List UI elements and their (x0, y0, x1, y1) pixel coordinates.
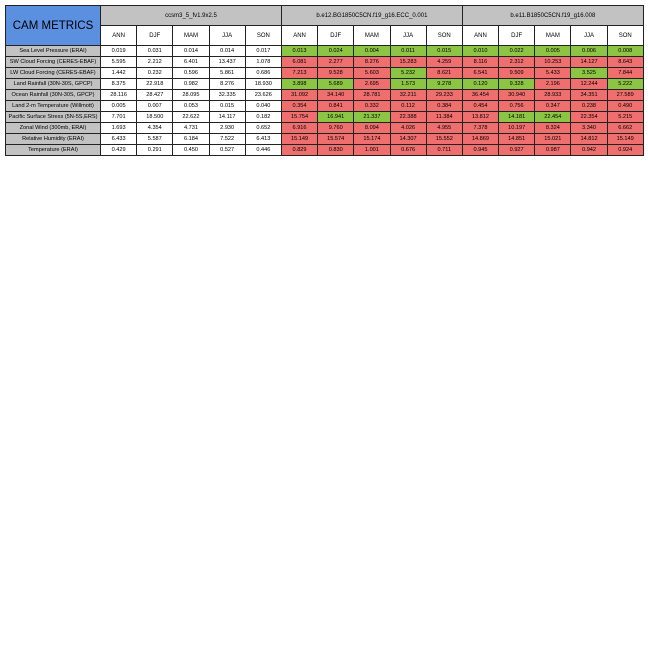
metric-value-cell: 2.312 (499, 57, 535, 68)
metric-value-cell: 0.031 (137, 46, 173, 57)
season-header: JJA (209, 26, 245, 46)
season-header: DJF (318, 26, 354, 46)
metric-value-cell: 5.603 (354, 68, 390, 79)
metric-value-cell: 2.277 (318, 57, 354, 68)
metric-value-cell: 0.384 (426, 101, 462, 112)
season-header: ANN (101, 26, 137, 46)
metric-value-cell: 28.427 (137, 90, 173, 101)
case-header: b.e11.B1850C5CN.f19_g16.008 (462, 6, 643, 26)
season-header-row (6, 26, 644, 46)
metric-value-cell: 0.652 (245, 123, 281, 134)
metric-value-cell: 15.149 (607, 134, 643, 145)
metric-value-cell: 14.869 (462, 134, 498, 145)
metric-value-cell: 4.259 (426, 57, 462, 68)
season-header: MAM (354, 26, 390, 46)
table-row (6, 123, 644, 134)
metric-value-cell: 0.011 (390, 46, 426, 57)
metric-value-cell: 5.689 (318, 79, 354, 90)
season-header: SON (426, 26, 462, 46)
metric-value-cell: 0.120 (462, 79, 498, 90)
metric-value-cell: 6.662 (607, 123, 643, 134)
metric-value-cell: 5.222 (607, 79, 643, 90)
metric-value-cell: 7.522 (209, 134, 245, 145)
metric-value-cell: 8.324 (535, 123, 571, 134)
metric-value-cell: 22.354 (571, 112, 607, 123)
metric-value-cell: 8.375 (101, 79, 137, 90)
metric-value-cell: 14.117 (209, 112, 245, 123)
metric-value-cell: 5.433 (535, 68, 571, 79)
metric-value-cell: 2.212 (137, 57, 173, 68)
metric-value-cell: 0.942 (571, 145, 607, 156)
table-row (6, 79, 644, 90)
table-row (6, 134, 644, 145)
metric-value-cell: 0.024 (318, 46, 354, 57)
metric-value-cell: 0.454 (462, 101, 498, 112)
metric-value-cell: 22.622 (173, 112, 209, 123)
metric-value-cell: 2.695 (354, 79, 390, 90)
season-header: JJA (390, 26, 426, 46)
metric-value-cell: 0.830 (318, 145, 354, 156)
season-header: JJA (571, 26, 607, 46)
metric-value-cell: 0.829 (281, 145, 317, 156)
metric-value-cell: 0.015 (209, 101, 245, 112)
metric-value-cell: 14.812 (571, 134, 607, 145)
metric-value-cell: 8.276 (354, 57, 390, 68)
metric-value-cell: 1.693 (101, 123, 137, 134)
metric-value-cell: 0.013 (281, 46, 317, 57)
metric-value-cell: 8.094 (354, 123, 390, 134)
metric-value-cell: 0.756 (499, 101, 535, 112)
metric-value-cell: 36.454 (462, 90, 498, 101)
metric-value-cell: 13.437 (209, 57, 245, 68)
metric-value-cell: 0.676 (390, 145, 426, 156)
season-header: MAM (173, 26, 209, 46)
case-header-row (6, 6, 644, 26)
metric-value-cell: 30.940 (499, 90, 535, 101)
metric-value-cell: 0.238 (571, 101, 607, 112)
metric-value-cell: 0.711 (426, 145, 462, 156)
table-row (6, 57, 644, 68)
metric-value-cell: 5.595 (101, 57, 137, 68)
season-header: ANN (462, 26, 498, 46)
metric-value-cell: 0.005 (535, 46, 571, 57)
metric-value-cell: 34.351 (571, 90, 607, 101)
metric-value-cell: 28.116 (101, 90, 137, 101)
metric-value-cell: 6.401 (173, 57, 209, 68)
metric-value-cell: 0.987 (535, 145, 571, 156)
metric-value-cell: 13.812 (462, 112, 498, 123)
metric-value-cell: 1.573 (390, 79, 426, 90)
metric-value-cell: 0.022 (499, 46, 535, 57)
metric-value-cell: 27.589 (607, 90, 643, 101)
variable-label: Sea Level Pressure (ERAI) (6, 46, 101, 57)
metric-value-cell: 5.861 (209, 68, 245, 79)
metric-value-cell: 7.378 (462, 123, 498, 134)
metric-value-cell: 9.528 (318, 68, 354, 79)
metric-value-cell: 0.347 (535, 101, 571, 112)
metric-value-cell: 18.500 (137, 112, 173, 123)
table-row (6, 46, 644, 57)
season-header: DJF (499, 26, 535, 46)
metric-value-cell: 34.140 (318, 90, 354, 101)
metric-value-cell: 15.174 (354, 134, 390, 145)
metric-value-cell: 28.933 (535, 90, 571, 101)
variable-label: Temperature (ERAI) (6, 145, 101, 156)
metric-value-cell: 3.340 (571, 123, 607, 134)
metric-value-cell: 0.490 (607, 101, 643, 112)
table-row (6, 101, 644, 112)
variable-label: Ocean Rainfall (30N-30S, GPCP) (6, 90, 101, 101)
metric-value-cell: 0.014 (173, 46, 209, 57)
metric-value-cell: 15.754 (281, 112, 317, 123)
metric-value-cell: 9.328 (499, 79, 535, 90)
metric-value-cell: 0.841 (318, 101, 354, 112)
table-title: CAM METRICS (6, 6, 101, 46)
metric-value-cell: 0.527 (209, 145, 245, 156)
cam-metrics-table (5, 5, 644, 156)
metric-value-cell: 14.127 (571, 57, 607, 68)
metric-value-cell: 6.541 (462, 68, 498, 79)
metric-value-cell: 10.253 (535, 57, 571, 68)
metric-value-cell: 3.898 (281, 79, 317, 90)
metric-value-cell: 6.916 (281, 123, 317, 134)
metric-value-cell: 0.332 (354, 101, 390, 112)
metric-value-cell: 15.021 (535, 134, 571, 145)
metric-value-cell: 28.781 (354, 90, 390, 101)
metric-value-cell: 0.945 (462, 145, 498, 156)
variable-label: Relative Humidity (ERAI) (6, 134, 101, 145)
variable-label: Land 2-m Temperature (Willmott) (6, 101, 101, 112)
metric-value-cell: 14.307 (390, 134, 426, 145)
metric-value-cell: 0.112 (390, 101, 426, 112)
metric-value-cell: 22.388 (390, 112, 426, 123)
metric-value-cell: 0.291 (137, 145, 173, 156)
metric-value-cell: 0.429 (101, 145, 137, 156)
season-header: ANN (281, 26, 317, 46)
metric-value-cell: 1.078 (245, 57, 281, 68)
metric-value-cell: 0.008 (607, 46, 643, 57)
metric-value-cell: 5.587 (137, 134, 173, 145)
metric-value-cell: 6.184 (173, 134, 209, 145)
metric-value-cell: 32.335 (209, 90, 245, 101)
metric-value-cell: 0.015 (426, 46, 462, 57)
metric-value-cell: 4.955 (426, 123, 462, 134)
metric-value-cell: 14.181 (499, 112, 535, 123)
table-row (6, 112, 644, 123)
metric-value-cell: 2.196 (535, 79, 571, 90)
metric-value-cell: 1.001 (354, 145, 390, 156)
metric-value-cell: 15.552 (426, 134, 462, 145)
metric-value-cell: 4.731 (173, 123, 209, 134)
metric-value-cell: 2.930 (209, 123, 245, 134)
metric-value-cell: 18.930 (245, 79, 281, 90)
metric-value-cell: 0.927 (499, 145, 535, 156)
metric-value-cell: 0.007 (137, 101, 173, 112)
metric-value-cell: 6.413 (245, 134, 281, 145)
metric-value-cell: 5.232 (390, 68, 426, 79)
metric-value-cell: 31.092 (281, 90, 317, 101)
metric-value-cell: 0.596 (173, 68, 209, 79)
metric-value-cell: 0.053 (173, 101, 209, 112)
metric-value-cell: 0.019 (101, 46, 137, 57)
metrics-body (6, 46, 644, 156)
metric-value-cell: 0.446 (245, 145, 281, 156)
metric-value-cell: 0.686 (245, 68, 281, 79)
metric-value-cell: 32.211 (390, 90, 426, 101)
table-row (6, 90, 644, 101)
case-header: ccsm3_5_fv1.9x2.5 (101, 6, 282, 26)
metric-value-cell: 28.095 (173, 90, 209, 101)
season-header: DJF (137, 26, 173, 46)
metric-value-cell: 10.197 (499, 123, 535, 134)
table-row (6, 68, 644, 79)
metric-value-cell: 0.014 (209, 46, 245, 57)
metric-value-cell: 6.433 (101, 134, 137, 145)
metric-value-cell: 23.626 (245, 90, 281, 101)
metric-value-cell: 15.149 (281, 134, 317, 145)
metric-value-cell: 0.004 (354, 46, 390, 57)
metric-value-cell: 9.509 (499, 68, 535, 79)
metric-value-cell: 22.918 (137, 79, 173, 90)
metric-value-cell: 16.941 (318, 112, 354, 123)
metric-value-cell: 4.026 (390, 123, 426, 134)
metric-value-cell: 4.354 (137, 123, 173, 134)
metric-value-cell: 12.244 (571, 79, 607, 90)
variable-label: Pacific Surface Stress (5N-5S,ERS) (6, 112, 101, 123)
variable-label: LW Cloud Forcing (CERES-EBAF) (6, 68, 101, 79)
metric-value-cell: 0.982 (173, 79, 209, 90)
metric-value-cell: 0.450 (173, 145, 209, 156)
metric-value-cell: 8.643 (607, 57, 643, 68)
variable-label: SW Cloud Forcing (CERES-EBAF) (6, 57, 101, 68)
metric-value-cell: 0.182 (245, 112, 281, 123)
metric-value-cell: 9.278 (426, 79, 462, 90)
metric-value-cell: 7.701 (101, 112, 137, 123)
metric-value-cell: 21.337 (354, 112, 390, 123)
season-header: MAM (535, 26, 571, 46)
metric-value-cell: 8.116 (462, 57, 498, 68)
metric-value-cell: 8.621 (426, 68, 462, 79)
variable-label: Zonal Wind (300mb, ERAI) (6, 123, 101, 134)
metric-value-cell: 15.574 (318, 134, 354, 145)
variable-label: Land Rainfall (30N-30S, GPCP) (6, 79, 101, 90)
metric-value-cell: 0.017 (245, 46, 281, 57)
table-row (6, 145, 644, 156)
metric-value-cell: 0.010 (462, 46, 498, 57)
season-header: SON (607, 26, 643, 46)
metric-value-cell: 0.040 (245, 101, 281, 112)
metric-value-cell: 0.924 (607, 145, 643, 156)
metric-value-cell: 11.384 (426, 112, 462, 123)
metric-value-cell: 14.851 (499, 134, 535, 145)
metric-value-cell: 3.525 (571, 68, 607, 79)
metric-value-cell: 8.276 (209, 79, 245, 90)
metric-value-cell: 22.454 (535, 112, 571, 123)
metric-value-cell: 7.844 (607, 68, 643, 79)
metric-value-cell: 29.233 (426, 90, 462, 101)
metric-value-cell: 5.215 (607, 112, 643, 123)
metric-value-cell: 15.283 (390, 57, 426, 68)
metric-value-cell: 0.006 (571, 46, 607, 57)
metric-value-cell: 1.442 (101, 68, 137, 79)
metric-value-cell: 0.005 (101, 101, 137, 112)
case-header: b.e12.BG1850C5CN.f19_g16.ECC_0.001 (281, 6, 462, 26)
metric-value-cell: 7.213 (281, 68, 317, 79)
season-header: SON (245, 26, 281, 46)
metric-value-cell: 6.081 (281, 57, 317, 68)
metric-value-cell: 9.760 (318, 123, 354, 134)
metric-value-cell: 0.354 (281, 101, 317, 112)
metric-value-cell: 0.232 (137, 68, 173, 79)
